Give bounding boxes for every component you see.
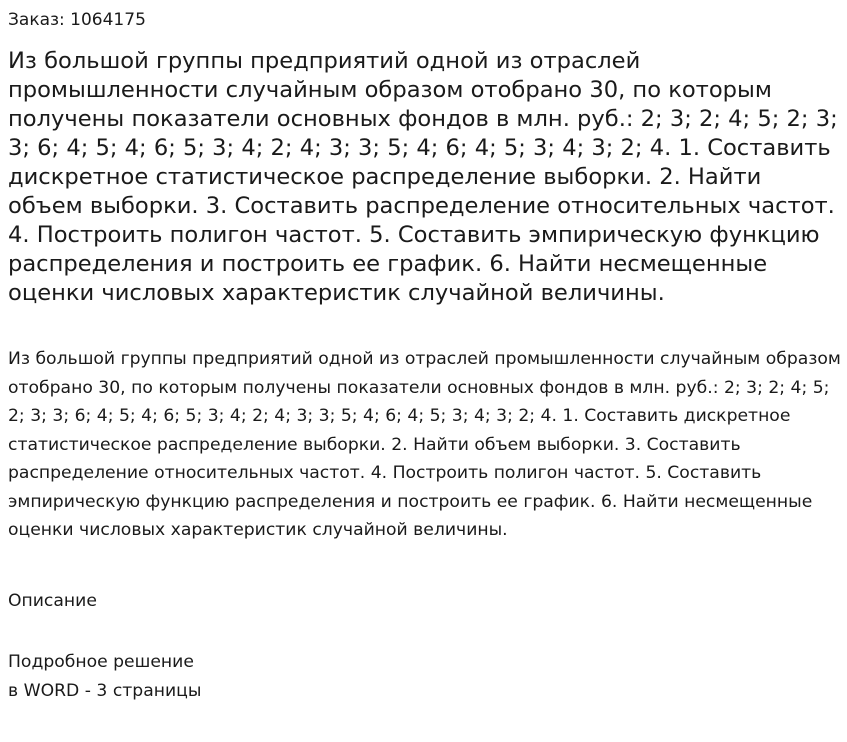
order-number: Заказ: 1064175 (8, 10, 146, 30)
solution-summary-line: Подробное решение (8, 652, 194, 672)
description-heading: Описание (8, 591, 97, 611)
task-title: Из большой группы предприятий одной из отраслей промышленности случайным образом отобрано 30, по которым получены показатели основных фондов в млн. руб.: 2; 3; 2; 4; 5; 2; 3; 3; 6; 4; 5; 4; 6; 5; 3; 4; 2; 4; 3; 3; 5; 4; 6; 4; 5; 3; 4; 3; 2; 4. 1. Составить дискретное статистическое распределение выборки. 2. Найти объем выборки. 3. Составить распределение относительных частот. 4. Построить полигон частот. 5. Составить эмпирическую функцию распределения и построить ее график. 6. Найти несмещенные оценки числовых характеристик случайной величины. (8, 48, 838, 306)
solution-format-line: в WORD - 3 страницы (8, 681, 202, 701)
task-description: Из большой группы предприятий одной из отраслей промышленности случайным образом отобрано 30, по которым получены показатели основных фондов в млн. руб.: 2; 3; 2; 4; 5; 2; 3; 3; 6; 4; 5; 4; 6; 5; 3; 4; 2; 4; 3; 3; 5; 4; 6; 4; 5; 3; 4; 3; 2; 4. 1. Составить дискретное статистическое распределение выборки. 2. Найти объем выборки. 3. Составить распределение относительных частот. 4. Построить полигон частот. 5. Составить эмпирическую функцию распределения и построить ее график. 6. Найти несмещенные оценки числовых характеристик случайной величины. (8, 349, 841, 540)
